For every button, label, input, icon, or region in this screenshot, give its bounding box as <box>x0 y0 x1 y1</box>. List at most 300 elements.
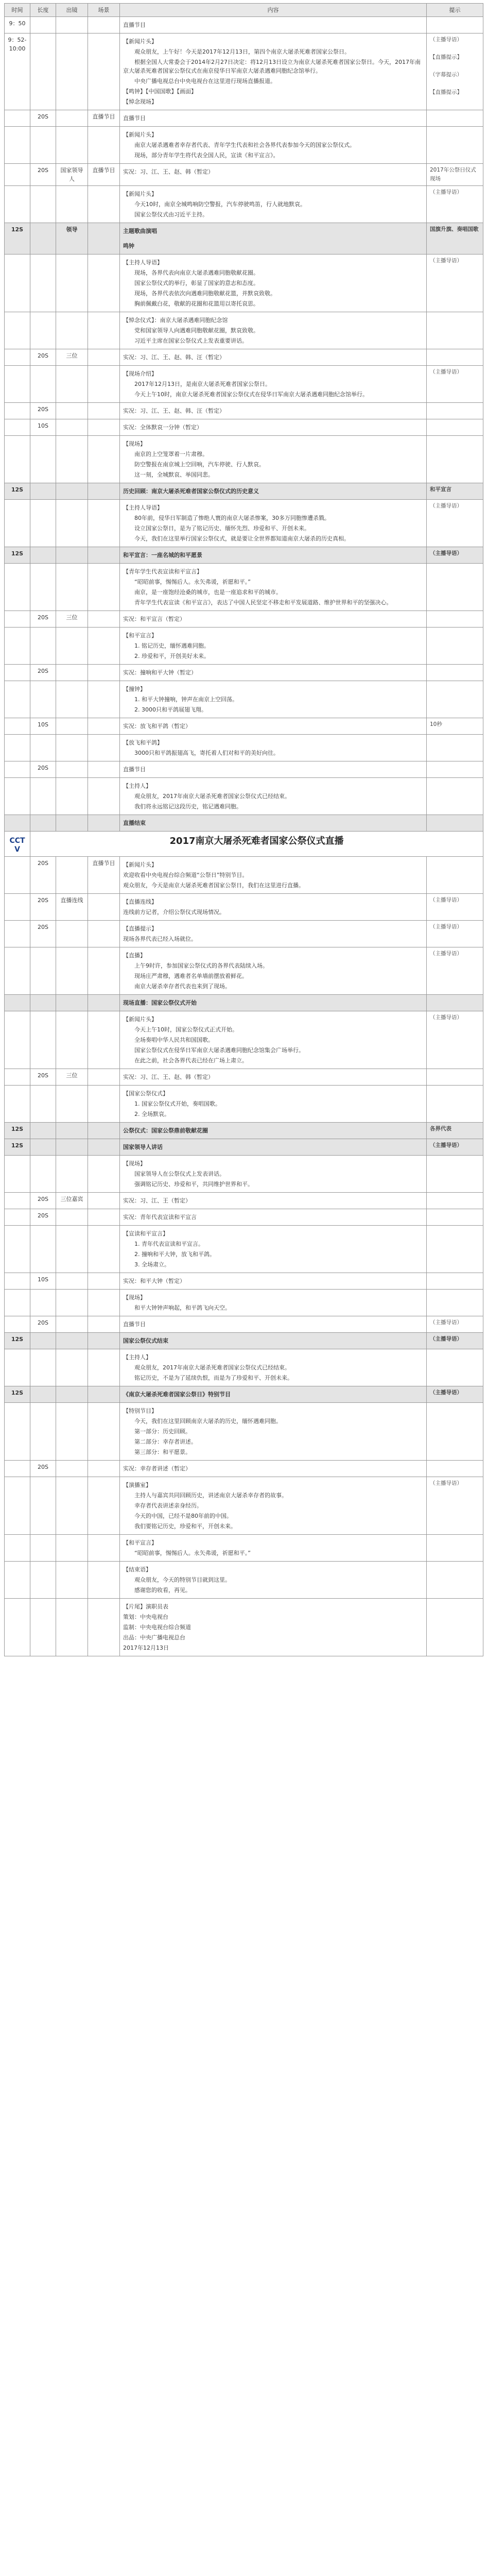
cell-time: 9：50 <box>5 17 30 33</box>
content-line: 2017年12月13日，是南京大屠杀死难者国家公祭日。 <box>134 381 271 387</box>
cell-duration <box>30 947 56 995</box>
cell-camera: 国家领导人 <box>56 164 88 186</box>
banner-title: 2017南京大屠杀死难者国家公祭仪式直播 <box>30 832 483 857</box>
cell-note <box>427 1599 483 1656</box>
section-row <box>5 483 483 500</box>
content-line: 在此之前，社会各界代表已经在广场上肃立。 <box>134 1057 248 1064</box>
rundown-table <box>4 3 483 1656</box>
content-line: 【演播室】 <box>123 1482 151 1488</box>
table-row <box>5 735 483 761</box>
header-time: 时间 <box>5 4 30 17</box>
content-line: 实况：习、江、王、赵、韩、汪（暂定） <box>123 354 225 361</box>
table-body-second <box>5 857 483 1656</box>
cell-duration: 20S <box>30 1069 56 1086</box>
cell-duration <box>30 17 56 33</box>
content-line: 现场，部分青年学生将代表全国人民，宣读《和平宣言》。 <box>134 152 279 159</box>
content-line: 【主持人导语】 <box>123 504 163 511</box>
table-row <box>5 349 483 366</box>
content-line: 1. 铭记历史，缅怀遇难同胞。 <box>134 642 210 649</box>
content-line: 【主持人导语】 <box>123 259 163 266</box>
cell-camera: 领导 <box>56 223 88 255</box>
cell-camera <box>56 127 88 164</box>
cell-camera <box>56 1333 88 1349</box>
cell-time <box>5 1316 30 1333</box>
cell-note <box>427 1461 483 1477</box>
cell-camera <box>56 186 88 223</box>
cell-time <box>5 186 30 223</box>
content-line: 我们要铭记历史，珍爱和平，开创未来。 <box>134 1523 236 1530</box>
table-row <box>5 1535 483 1562</box>
cell-duration <box>30 186 56 223</box>
content-line: 3000只和平鸽振翅高飞，寄托着人们对和平的美好向往。 <box>134 750 279 756</box>
cell-scene <box>88 1139 120 1156</box>
table-row <box>5 366 483 403</box>
cell-content <box>120 127 427 164</box>
cell-camera <box>56 1535 88 1562</box>
cell-note <box>427 1535 483 1562</box>
cell-content <box>120 1011 427 1069</box>
content-line: 公祭仪式：国家公祭鼎前敬献花圈 <box>123 1127 208 1134</box>
content-line: 今天的中国，已经不是80年前的中国。 <box>134 1513 232 1519</box>
content-line: 历史回顾：南京大屠杀死难者国家公祭仪式的历史意义 <box>123 488 259 495</box>
cell-content <box>120 419 427 436</box>
content-line: 【现场介绍】 <box>123 370 157 377</box>
cell-scene <box>88 349 120 366</box>
content-line: 我们将永远铭记这段历史，铭记遇难同胞。 <box>134 803 242 810</box>
cell-camera <box>56 1349 88 1386</box>
content-line: 习近平主席在国家公祭仪式上发表重要讲话。 <box>134 337 248 344</box>
table-header-row <box>5 4 483 17</box>
cell-time <box>5 1086 30 1123</box>
cell-time <box>5 349 30 366</box>
cell-note <box>427 110 483 127</box>
table-row <box>5 110 483 127</box>
cell-content <box>120 1477 427 1535</box>
cell-content <box>120 17 427 33</box>
table-row <box>5 1599 483 1656</box>
cell-note <box>427 665 483 681</box>
content-line <box>123 237 423 240</box>
cell-content <box>120 366 427 403</box>
content-line: 鸣钟 <box>123 243 134 249</box>
banner-row <box>5 832 483 857</box>
cell-content <box>120 947 427 995</box>
content-line: 铭记历史，不是为了延续仇恨，而是为了珍爱和平、开创未来。 <box>134 1375 293 1381</box>
content-line: 【直播连线】 <box>123 899 157 905</box>
cell-scene <box>88 419 120 436</box>
cell-scene <box>88 1086 120 1123</box>
cell-time <box>5 1193 30 1209</box>
cell-time <box>5 1461 30 1477</box>
cell-note: 10秒 <box>427 718 483 735</box>
cell-content <box>120 110 427 127</box>
cell-note <box>427 611 483 628</box>
content-line: 直播结束 <box>123 820 146 826</box>
cell-content <box>120 1226 427 1273</box>
cell-content <box>120 1535 427 1562</box>
cell-duration: 20S <box>30 894 56 921</box>
cell-time: 12S <box>5 223 30 255</box>
cell-note <box>427 17 483 33</box>
cell-camera <box>56 33 88 110</box>
cell-duration <box>30 564 56 611</box>
content-line: 设立国家公祭日，是为了铭记历史、缅怀先烈、珍爱和平、开创未来。 <box>134 525 310 532</box>
cell-note <box>427 778 483 815</box>
content-line: 主题歌曲演唱 <box>123 228 157 234</box>
content-line: 国家公祭仪式的举行，彰显了国家的意志和态度。 <box>134 280 259 286</box>
cell-note <box>427 1403 483 1461</box>
cell-time <box>5 164 30 186</box>
cell-duration <box>30 366 56 403</box>
cell-content <box>120 186 427 223</box>
table-row <box>5 1069 483 1086</box>
cell-camera <box>56 1011 88 1069</box>
cell-scene <box>88 483 120 500</box>
table-row <box>5 255 483 312</box>
cell-note <box>427 1226 483 1273</box>
section-row <box>5 995 483 1011</box>
cell-duration <box>30 436 56 483</box>
cell-note <box>427 1349 483 1386</box>
content-line: 1. 国家公祭仪式开始，奏唱国歌。 <box>134 1100 221 1107</box>
cell-duration <box>30 1333 56 1349</box>
content-line: 实况：放飞和平鸽（暂定） <box>123 723 191 730</box>
cell-camera <box>56 1562 88 1599</box>
cell-note: （主播导语） <box>427 1316 483 1333</box>
cell-camera <box>56 1209 88 1226</box>
cell-time <box>5 1562 30 1599</box>
content-line: 出品：中央广播电视总台 <box>123 1634 185 1641</box>
cell-scene <box>88 735 120 761</box>
content-line: “昭昭前事，惕惕后人。永矢弗谖，祈愿和平。” <box>134 579 251 585</box>
table-row <box>5 17 483 33</box>
cell-content <box>120 1273 427 1290</box>
content-line: 【悼念仪式】：南京大屠杀遇难同胞纪念馆 <box>123 317 228 324</box>
cell-scene <box>88 815 120 832</box>
cctv-logo: CCTV <box>5 832 30 857</box>
cell-time <box>5 366 30 403</box>
cell-camera <box>56 366 88 403</box>
content-line: 南京的上空笼罩着一片肃穆。 <box>134 451 208 457</box>
table-row <box>5 1156 483 1193</box>
cell-time <box>5 628 30 665</box>
cell-scene <box>88 894 120 921</box>
content-line: 现场，各界代表向南京大屠杀遇难同胞敬献花圈。 <box>134 269 259 276</box>
table-row <box>5 164 483 186</box>
cell-camera <box>56 312 88 349</box>
cell-content <box>120 718 427 735</box>
cell-duration <box>30 1290 56 1316</box>
content-line: 直播节目 <box>123 22 146 28</box>
cell-scene: 直播节目 <box>88 857 120 894</box>
cell-content <box>120 611 427 628</box>
cell-content <box>120 1333 427 1349</box>
cell-note: 2017年公祭日仪式现场 <box>427 164 483 186</box>
cell-duration: 20S <box>30 1209 56 1226</box>
cell-time: 12S <box>5 1139 30 1156</box>
cell-duration <box>30 500 56 547</box>
content-line: 国家公祭仪式在侵华日军南京大屠杀遇难同胞纪念馆集会广场举行。 <box>134 1047 304 1054</box>
table-row <box>5 1011 483 1069</box>
cell-scene <box>88 1290 120 1316</box>
cell-camera <box>56 1477 88 1535</box>
cell-duration <box>30 1403 56 1461</box>
cell-time <box>5 611 30 628</box>
cell-camera <box>56 1139 88 1156</box>
content-line: 青年学生代表宣读《和平宣言》，表达了中国人民坚定不移走和平发展道路、维护世界和平的坚强决心。 <box>134 599 392 606</box>
cell-scene <box>88 1209 120 1226</box>
content-line: 【鸣钟】【中国国歌】【画面】 <box>123 88 197 95</box>
table-body-first <box>5 17 483 832</box>
cell-camera <box>56 1156 88 1193</box>
cell-camera <box>56 815 88 832</box>
cell-note <box>427 761 483 778</box>
content-line: 【现场】 <box>123 1160 146 1167</box>
cell-camera <box>56 1290 88 1316</box>
cell-content <box>120 547 427 564</box>
cell-content <box>120 1403 427 1461</box>
content-line: 观众朋友，上午好！今天是2017年12月13日，第四个南京大屠杀死难者国家公祭日。 <box>134 48 350 55</box>
cell-duration <box>30 1535 56 1562</box>
cell-duration: 20S <box>30 761 56 778</box>
cell-note: （主播导语） <box>427 1386 483 1403</box>
cell-note <box>427 815 483 832</box>
cell-content <box>120 735 427 761</box>
content-line: 欢迎收看中央电视台综合频道“公祭日”特别节目。 <box>123 872 248 878</box>
cell-scene <box>88 1069 120 1086</box>
cell-time: 12S <box>5 1386 30 1403</box>
cell-time <box>5 1273 30 1290</box>
cell-camera <box>56 17 88 33</box>
cell-camera <box>56 735 88 761</box>
content-line: 南京，是一座饱经沧桑的城市，也是一座追求和平的城市。 <box>134 589 282 596</box>
cell-camera <box>56 564 88 611</box>
cell-note: （主播导语） 【直播提示】 （字幕提示） 【直播提示】 <box>427 33 483 110</box>
cell-scene <box>88 921 120 947</box>
cell-time <box>5 312 30 349</box>
cell-content <box>120 778 427 815</box>
content-line: 《南京大屠杀死难者国家公祭日》特别节目 <box>123 1391 231 1398</box>
cell-camera <box>56 1226 88 1273</box>
content-line: 监制：中央电视台综合频道 <box>123 1624 191 1631</box>
cell-scene <box>88 611 120 628</box>
content-line: 全场奏唱中华人民共和国国歌。 <box>134 1037 214 1043</box>
cell-time <box>5 815 30 832</box>
cell-content <box>120 1123 427 1139</box>
cell-scene <box>88 1273 120 1290</box>
cell-time <box>5 500 30 547</box>
cell-scene <box>88 312 120 349</box>
content-line: 【新闻片头】 <box>123 131 157 138</box>
cell-camera <box>56 1273 88 1290</box>
table-row <box>5 127 483 164</box>
cell-time <box>5 718 30 735</box>
cell-scene <box>88 1156 120 1193</box>
header-scene: 场景 <box>88 4 120 17</box>
content-line: 现场各界代表已经入场就位。 <box>123 936 197 942</box>
cell-duration <box>30 1562 56 1599</box>
cell-time: 12S <box>5 1333 30 1349</box>
content-line: 胸前佩戴白花，敬献的花圈和花篮用以寄托哀思。 <box>134 300 259 307</box>
cell-time <box>5 681 30 718</box>
cell-time <box>5 419 30 436</box>
content-line: 根据全国人大常委会于2014年2月27日决定：将12月13日设立为南京大屠杀死难者国家公祭日。今天，2017年南京大屠杀死难者国家公祭仪式在南京侵华日军南京大屠杀遇难同胞纪念馆举行。 <box>123 59 421 74</box>
content-line: 国家公祭仪式结束 <box>123 1337 168 1344</box>
cell-scene <box>88 127 120 164</box>
content-line: 今天，我们在这里举行国家公祭仪式，就是要让全世界都知道南京大屠杀的历史真相。 <box>134 535 350 542</box>
table-row <box>5 778 483 815</box>
content-line: 第二部分：幸存者讲述。 <box>134 1438 197 1445</box>
content-line: 【和平宣言】 <box>123 1539 157 1546</box>
content-line: 南京大屠杀遇难者幸存者代表、青年学生代表和社会各界代表参加今天的国家公祭仪式。 <box>134 142 355 148</box>
content-line: 主持人与嘉宾共同回顾历史，讲述南京大屠杀幸存者的故事。 <box>134 1492 287 1499</box>
content-line: 策划：中央电视台 <box>123 1614 168 1620</box>
cell-note <box>427 1273 483 1290</box>
cell-content <box>120 995 427 1011</box>
table-row <box>5 894 483 921</box>
cell-duration <box>30 1011 56 1069</box>
cell-camera <box>56 778 88 815</box>
cell-note <box>427 1069 483 1086</box>
table-row <box>5 611 483 628</box>
cell-scene <box>88 33 120 110</box>
content-line: 【特别节目】 <box>123 1408 157 1414</box>
cell-scene <box>88 564 120 611</box>
cell-time <box>5 857 30 894</box>
table-row <box>5 564 483 611</box>
cell-note: （主播导语） <box>427 1139 483 1156</box>
cell-camera <box>56 1403 88 1461</box>
cell-duration: 20S <box>30 403 56 419</box>
cell-note: （主播导语） <box>427 894 483 921</box>
section-row <box>5 547 483 564</box>
cell-content <box>120 1086 427 1123</box>
cell-camera: 直播连线 <box>56 894 88 921</box>
cell-time <box>5 778 30 815</box>
content-line: 80年前，侵华日军制造了惨绝人寰的南京大屠杀惨案，30多万同胞惨遭杀戮。 <box>134 515 330 521</box>
cell-time: 12S <box>5 1123 30 1139</box>
cell-note <box>427 628 483 665</box>
cell-scene <box>88 761 120 778</box>
cell-time <box>5 894 30 921</box>
content-line: 实况：撞响和平大钟（暂定） <box>123 669 197 676</box>
cell-duration: 10S <box>30 419 56 436</box>
cell-note: （主播导语） <box>427 1477 483 1535</box>
content-line: 实况：和平宣言（暂定） <box>123 616 185 622</box>
table-row <box>5 1403 483 1461</box>
cell-scene <box>88 1349 120 1386</box>
cell-camera <box>56 436 88 483</box>
content-line: 观众朋友，今天是南京大屠杀死难者国家公祭日，我们在这里进行直播。 <box>123 882 304 889</box>
cell-duration: 20S <box>30 110 56 127</box>
cell-time <box>5 255 30 312</box>
cell-duration <box>30 1139 56 1156</box>
cell-scene <box>88 1123 120 1139</box>
cell-duration: 20S <box>30 164 56 186</box>
cell-camera <box>56 500 88 547</box>
content-line: 【新闻片头】 <box>123 38 157 45</box>
content-line: 上午9时许，参加国家公祭仪式的各界代表陆续入场。 <box>134 962 268 969</box>
content-line: 中央广播电视总台中央电视台在这里进行现场直播报道。 <box>134 78 276 84</box>
cell-content <box>120 921 427 947</box>
content-line: 观众朋友，今天的特别节目就到这里。 <box>134 1577 231 1583</box>
cell-camera <box>56 857 88 894</box>
content-line: 【和平宣言】 <box>123 632 157 639</box>
table-row <box>5 665 483 681</box>
cell-scene <box>88 947 120 995</box>
table-row <box>5 921 483 947</box>
cell-note: （主播导语） <box>427 1333 483 1349</box>
content-line: 实况：青年代表宣读和平宣言 <box>123 1214 197 1221</box>
content-line: 强调铭记历史、珍爱和平，共同维护世界和平。 <box>134 1181 253 1188</box>
section-row <box>5 1139 483 1156</box>
cell-note <box>427 1290 483 1316</box>
cell-scene <box>88 17 120 33</box>
content-line: 防空警报在南京城上空回响，汽车停驶、行人默哀。 <box>134 461 265 468</box>
table-row <box>5 419 483 436</box>
content-line: 直播节目 <box>123 766 146 773</box>
cell-content <box>120 1461 427 1477</box>
table-row <box>5 1316 483 1333</box>
cell-time <box>5 665 30 681</box>
cell-content <box>120 1562 427 1599</box>
cell-time <box>5 403 30 419</box>
cell-time <box>5 921 30 947</box>
cell-content <box>120 681 427 718</box>
content-line: 现场直播：国家公祭仪式开始 <box>123 999 197 1006</box>
section-row <box>5 815 483 832</box>
cell-time <box>5 1349 30 1386</box>
cell-note <box>427 857 483 894</box>
cell-camera <box>56 921 88 947</box>
content-line: 现场，各界代表依次向遇难同胞敬献花篮，并默哀致敬。 <box>134 290 276 297</box>
cell-scene <box>88 665 120 681</box>
content-line: 今天上午10时，国家公祭仪式正式开始。 <box>134 1026 238 1033</box>
cell-duration <box>30 547 56 564</box>
cell-time <box>5 127 30 164</box>
cell-time <box>5 110 30 127</box>
cell-duration <box>30 735 56 761</box>
cell-time <box>5 1599 30 1656</box>
content-line: 幸存者代表讲述亲身经历。 <box>134 1502 202 1509</box>
cell-camera <box>56 947 88 995</box>
content-line: 今天上午10时，南京大屠杀死难者国家公祭仪式在侵华日军南京大屠杀遇难同胞纪念馆举行。 <box>134 391 368 398</box>
table-row <box>5 186 483 223</box>
cell-scene <box>88 436 120 483</box>
content-line: 【现场】 <box>123 440 146 447</box>
cell-content <box>120 1386 427 1403</box>
content-line: 2. 珍爱和平，开创美好未来。 <box>134 653 210 659</box>
cell-content <box>120 223 427 255</box>
cell-time <box>5 1156 30 1193</box>
cell-content <box>120 857 427 894</box>
section-row <box>5 1386 483 1403</box>
cell-duration: 20S <box>30 1316 56 1333</box>
cell-time: 12S <box>5 483 30 500</box>
content-line: 实况：习、江、王、赵、韩、汪（暂定） <box>123 408 225 414</box>
cell-camera: 三位 <box>56 1069 88 1086</box>
table-row <box>5 403 483 419</box>
cell-content <box>120 255 427 312</box>
cell-content <box>120 1349 427 1386</box>
cell-scene <box>88 1011 120 1069</box>
cell-time <box>5 1209 30 1226</box>
cell-duration <box>30 681 56 718</box>
cell-camera <box>56 1599 88 1656</box>
cell-note: 各界代表 <box>427 1123 483 1139</box>
cell-camera <box>56 419 88 436</box>
table-row <box>5 33 483 110</box>
